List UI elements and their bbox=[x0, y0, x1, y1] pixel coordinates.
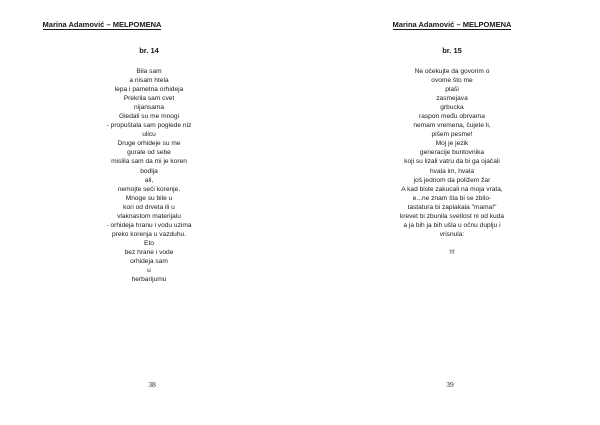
poem-line: !!! bbox=[449, 248, 455, 256]
poem-title: br. 14 bbox=[139, 46, 159, 55]
poem-line: Ne očekujte da govorim o bbox=[414, 68, 490, 75]
running-header bbox=[302, 20, 600, 29]
poem-line: plaši bbox=[445, 86, 459, 94]
poem-line: vlaknastom materijalu bbox=[117, 212, 181, 220]
page-number: 38 bbox=[148, 380, 156, 389]
poem-line: u bbox=[147, 267, 151, 275]
poem-line: grbucka bbox=[440, 104, 464, 112]
poem-line: raspon među obrvama bbox=[419, 113, 485, 121]
poem-line: lepa i pametna orhideja bbox=[114, 86, 184, 94]
poem-line: Prekrila sam cvet bbox=[123, 95, 175, 103]
poem-line: nijansama bbox=[133, 104, 165, 112]
poem-line: mislila sam da mi je koren bbox=[111, 158, 187, 166]
running-header bbox=[0, 20, 252, 29]
poem-text bbox=[0, 67, 299, 284]
poem-text bbox=[302, 67, 600, 257]
poem-line: A kad biste zakucali na moja vrata, bbox=[401, 185, 503, 193]
poem-line: hvala im, hvala bbox=[430, 167, 474, 175]
poem-line: a nisam htela bbox=[129, 77, 169, 85]
poem-line: a ja bih ja bih ušla u očnu duplju i bbox=[403, 221, 501, 229]
poem-line: ovome što me bbox=[431, 77, 473, 85]
poem-line: tastatura bi zaplakala "mama!" bbox=[407, 203, 497, 211]
poem-title: br. 15 bbox=[442, 46, 462, 55]
right-page bbox=[300, 0, 600, 425]
poem-line: nemojte seći korenje. bbox=[117, 185, 181, 193]
poem-line: još jednom da poližem žar bbox=[413, 176, 491, 184]
poem-line: Moj je jezik bbox=[435, 140, 469, 148]
poem-line: Eto bbox=[144, 239, 154, 247]
poem-line bbox=[302, 239, 600, 248]
poem-line: krevet bi zbunila svetlost ni od kuda bbox=[399, 212, 505, 220]
poem-line: pišem pesme! bbox=[431, 131, 473, 139]
poem-line: vrisnula: bbox=[439, 230, 465, 238]
poem-line: koji su lizali vatru da bi ga ojačali bbox=[404, 158, 500, 166]
poem-line: nemam vremena, čujete li, bbox=[413, 122, 491, 130]
poem-line: herbarijumu bbox=[131, 276, 167, 284]
poem-line: ulicu bbox=[142, 131, 156, 139]
running-header-text: Marina Adamović – MELPOMENA bbox=[392, 20, 512, 29]
running-header-text: Marina Adamović – MELPOMENA bbox=[42, 20, 162, 29]
poem-line: bodlja bbox=[140, 167, 158, 175]
poem-line: kori od drveta ili u bbox=[123, 203, 175, 211]
poem-line: orhideja sam bbox=[130, 257, 168, 265]
poem-line: Gledali su me mnogi bbox=[118, 113, 180, 121]
poem-line: gurale od sebe bbox=[127, 149, 171, 157]
poem-line: preko korenja u vazduhu. bbox=[111, 230, 187, 238]
poem-line: - orhideja hranu i vodu uzima bbox=[106, 221, 192, 229]
poem-line: Druge orhideje su me bbox=[117, 140, 181, 148]
poem-line: Bila sam bbox=[136, 68, 162, 75]
poem-line: zasmejava bbox=[436, 95, 468, 103]
poem-line: Mnoge su bile u bbox=[125, 194, 173, 202]
poem-line: bez hrane i vode bbox=[124, 248, 174, 256]
poem-line: ali, bbox=[144, 176, 154, 184]
page-number: 39 bbox=[446, 380, 454, 389]
poem-line: generacije buntovnika bbox=[419, 149, 485, 157]
poem-line: - propuštala sam poglede niz bbox=[106, 122, 192, 130]
poem-line: e...ne znam šta bi se zbilo- bbox=[412, 194, 492, 202]
